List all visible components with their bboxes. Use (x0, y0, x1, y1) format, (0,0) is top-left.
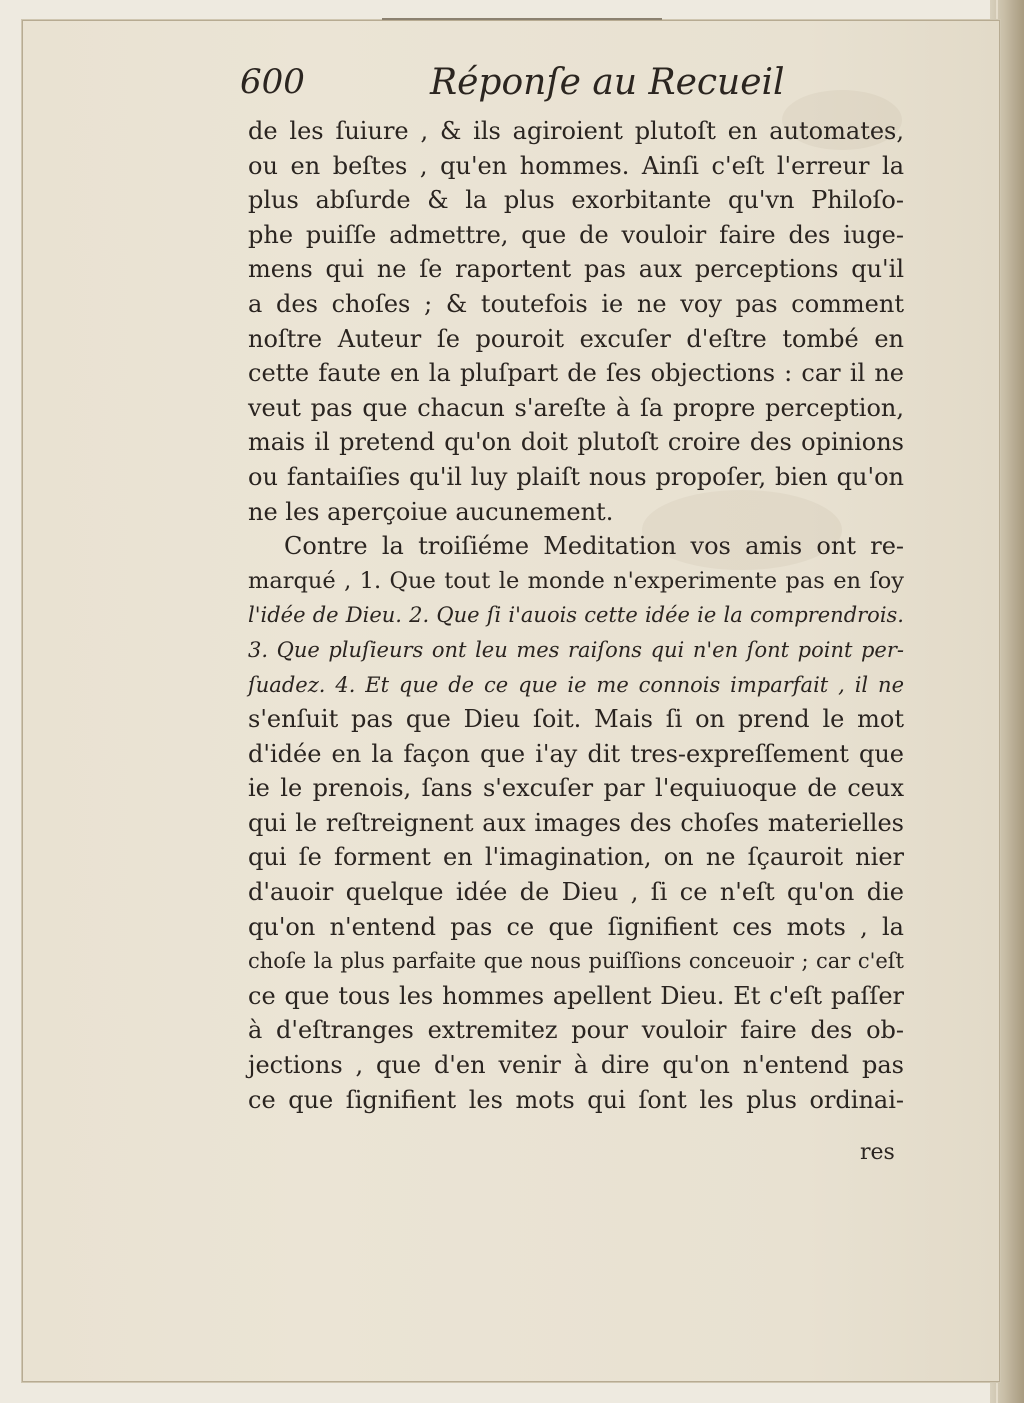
text-line: d'idée en la façon que i'ay dit tres-expreſſement que (248, 739, 904, 768)
text-line: s'enſuit pas que Dieu ſoit. Mais ſi on prend le mot (248, 705, 904, 734)
text-line: d'auoir quelque idée de Dieu , ſi ce n'eſt qu'on die (248, 878, 904, 907)
running-title: Réponſe au Recueil (430, 62, 785, 103)
text-line: l'idée de Dieu. 2. Que ſi i'auois cette idée ie la comprendrois. (248, 603, 904, 628)
text-line: qui ſe forment en l'imagination, on ne ſçauroit nier (248, 843, 904, 872)
text-line: cette faute en la pluſpart de ſes objections : car il ne (248, 359, 904, 388)
body-text (248, 114, 904, 1117)
text-line: veut pas que chacun s'areſte à ſa propre perception, (248, 393, 904, 422)
page-number: 600 (240, 62, 305, 102)
text-line: marqué , 1. Que tout le monde n'experimente pas en ſoy (248, 567, 904, 594)
top-rule (382, 18, 662, 20)
text-line: qui le reſtreignent aux images des choſes materielles (248, 808, 904, 837)
text-line: ne les aperçoiue aucunement. (248, 497, 614, 526)
text-line: ou en beſtes , qu'en hommes. Ainſi c'eſt l'erreur la (248, 151, 904, 180)
text-line: de les ſuiure , & ils agiroient plutoſt en automates, (248, 117, 904, 145)
text-line: ce que tous les hommes apellent Dieu. Et c'eſt paſſer (248, 981, 904, 1010)
text-line: plus abſurde & la plus exorbitante qu'vn Philoſo- (248, 186, 904, 215)
text-line: mais il pretend qu'on doit plutoſt croire des opinions (248, 428, 904, 457)
text-line: Contre la troiſiéme Meditation vos amis ont re- (284, 532, 904, 561)
text-line: jections , que d'en venir à dire qu'on n'entend pas (248, 1051, 904, 1080)
text-line: ſuadez. 4. Et que de ce que ie me connois imparfait , il ne (248, 672, 904, 697)
text-line: ce que ſignifient les mots qui ſont les plus ordinai- (248, 1085, 904, 1114)
running-head (240, 62, 820, 122)
text-line: à d'eſtranges extremitez pour vouloir faire des ob- (248, 1016, 904, 1045)
text-line: a des choſes ; & toutefois ie ne voy pas comment (248, 289, 904, 318)
catchword: res (860, 1140, 895, 1165)
text-line: qu'on n'entend pas ce que ſignifient ces mots , la (248, 912, 904, 941)
text-line: noſtre Auteur ſe pouroit excuſer d'eſtre tombé en (248, 324, 904, 353)
text-line: phe puiſſe admettre, que de vouloir faire des iuge- (248, 220, 904, 249)
text-line: choſe la plus parfaite que nous puiſſions conceuoir ; car c'eſt (248, 949, 904, 974)
text-line: ie le prenois, ſans s'excuſer par l'equiuoque de ceux (248, 774, 904, 803)
text-line: 3. Que pluſieurs ont leu mes raiſons qui n'en ſont point per- (248, 637, 904, 662)
text-line: ou fantaiſies qu'il luy plaiſt nous propoſer, bien qu'on (248, 462, 904, 491)
text-line: mens qui ne ſe raportent pas aux perceptions qu'il (248, 255, 904, 284)
